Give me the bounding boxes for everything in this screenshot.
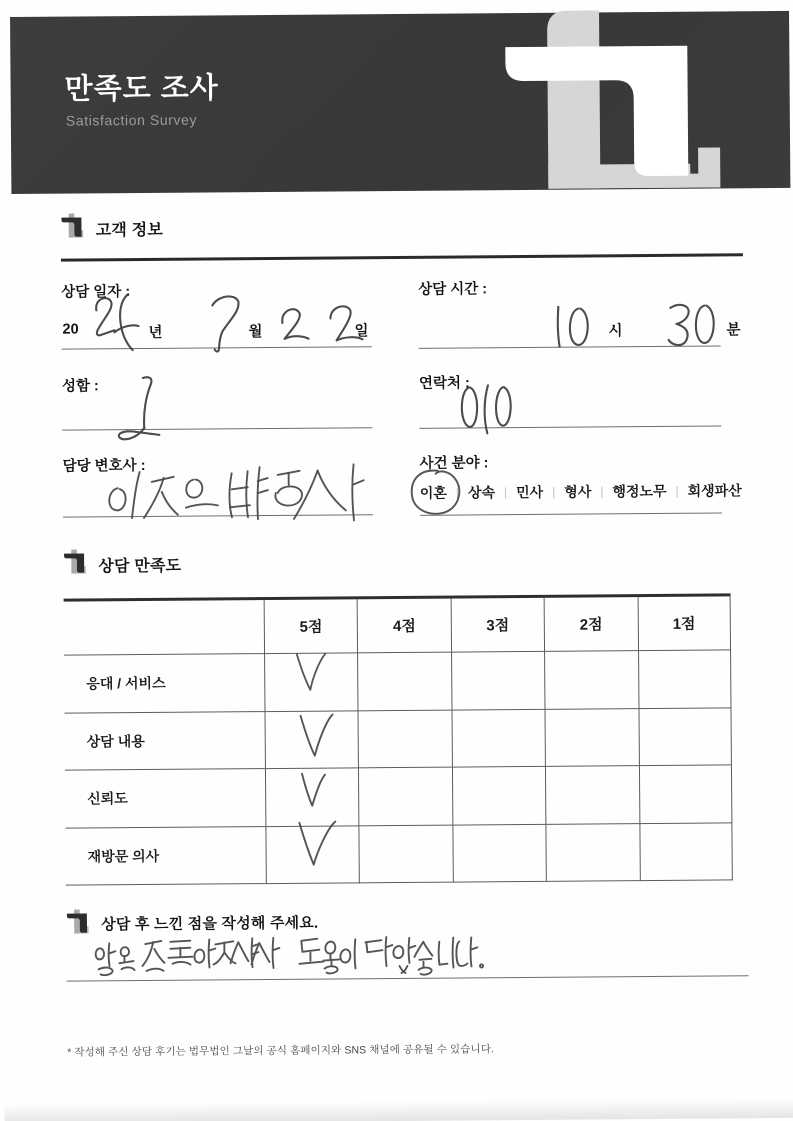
score-cell xyxy=(545,709,639,767)
row-label-service: 응대 / 서비스 xyxy=(64,654,264,713)
day-unit: 일 xyxy=(354,323,369,340)
score-header-1: 1점 xyxy=(637,596,731,651)
section-logo-icon xyxy=(63,546,87,576)
section-title-comments: 상담 후 느낀 점을 작성해 주세요. xyxy=(101,914,319,934)
law-firm-logo-icon xyxy=(501,9,730,189)
score-cell xyxy=(358,710,452,768)
handwritten-checkmark xyxy=(295,709,335,761)
score-header-4: 4점 xyxy=(357,599,451,654)
score-cell xyxy=(264,653,358,711)
header-banner xyxy=(10,11,790,194)
score-header-3: 3점 xyxy=(450,598,544,653)
handwritten-minute xyxy=(664,300,716,350)
hour-unit: 시 xyxy=(608,323,623,340)
section-title-satisfaction: 상담 만족도 xyxy=(98,557,182,576)
section-logo-icon xyxy=(61,210,85,240)
case-option-civil: 민사 xyxy=(516,483,544,501)
page-subtitle: Satisfaction Survey xyxy=(65,111,198,129)
footer-note: * 작성해 주신 상담 후기는 법무법인 그날의 공식 홈페이지와 SNS 채널에 공유될 수 있습니다. xyxy=(67,1043,495,1059)
score-cell xyxy=(358,768,452,826)
handwritten-month xyxy=(204,291,246,353)
consult-date-label: 상담 일자 : xyxy=(61,284,131,301)
case-option-inheritance: 상속 xyxy=(467,484,496,501)
option-separator: | xyxy=(503,485,508,500)
score-cell xyxy=(639,823,733,881)
year-unit: 년 xyxy=(148,324,163,341)
date-prefix: 20 xyxy=(62,321,79,338)
section-title-customer-info: 고객 정보 xyxy=(95,221,164,240)
consult-time-label: 상담 시간 : xyxy=(418,281,488,298)
handwritten-circle-mark xyxy=(408,467,466,517)
score-cell xyxy=(451,652,545,710)
row-label-trust: 신뢰도 xyxy=(65,769,265,828)
option-separator: | xyxy=(675,483,679,498)
section-divider xyxy=(61,253,743,261)
handwritten-attorney xyxy=(102,460,385,536)
score-cell xyxy=(265,826,359,884)
score-cell xyxy=(451,709,545,767)
handwritten-comment xyxy=(93,935,485,982)
section-logo-icon xyxy=(66,906,90,936)
score-cell xyxy=(639,765,733,823)
score-cell xyxy=(638,650,732,708)
case-option-criminal: 형사 xyxy=(564,483,592,500)
score-cell xyxy=(545,766,639,824)
minute-unit: 분 xyxy=(726,322,741,339)
score-cell xyxy=(265,711,359,769)
score-cell xyxy=(638,708,732,766)
month-unit: 월 xyxy=(248,324,263,341)
score-cell xyxy=(452,767,546,825)
score-cell xyxy=(452,824,546,882)
handwritten-checkmark xyxy=(291,649,329,699)
option-separator: | xyxy=(600,484,604,499)
score-header-2: 2점 xyxy=(544,597,638,652)
case-option-bankruptcy: 회생파산 xyxy=(687,482,742,499)
score-cell xyxy=(359,825,453,883)
attorney-label: 담당 변호사 : xyxy=(62,457,146,475)
handwritten-day xyxy=(274,298,369,351)
handwritten-checkmark xyxy=(294,818,338,872)
score-cell xyxy=(357,653,451,711)
name-field-line xyxy=(62,427,372,430)
option-separator: | xyxy=(455,485,460,500)
row-label-content: 상담 내용 xyxy=(65,712,265,771)
score-cell xyxy=(544,651,638,709)
handwritten-checkmark xyxy=(296,769,328,813)
case-field-label: 사건 분야 : xyxy=(419,455,489,472)
option-separator: | xyxy=(552,484,556,499)
handwritten-year xyxy=(90,290,143,354)
row-label-revisit: 재방문 의사 xyxy=(65,827,265,886)
table-corner-cell xyxy=(64,600,264,656)
handwritten-contact xyxy=(457,383,517,437)
name-label: 성함 : xyxy=(61,378,99,395)
case-option-admin-labor: 행정노무 xyxy=(612,482,667,500)
score-cell xyxy=(546,824,640,882)
page-title: 만족도 조사 xyxy=(64,72,219,106)
case-field-options xyxy=(420,480,742,503)
scan-edge-shadow xyxy=(5,1098,793,1121)
contact-label: 연락처 : xyxy=(418,375,470,392)
handwritten-hour xyxy=(548,302,596,350)
case-option-divorce: 이혼 xyxy=(419,484,447,501)
satisfaction-table xyxy=(64,593,733,885)
score-header-5: 5점 xyxy=(264,599,358,654)
handwritten-name xyxy=(113,374,170,450)
